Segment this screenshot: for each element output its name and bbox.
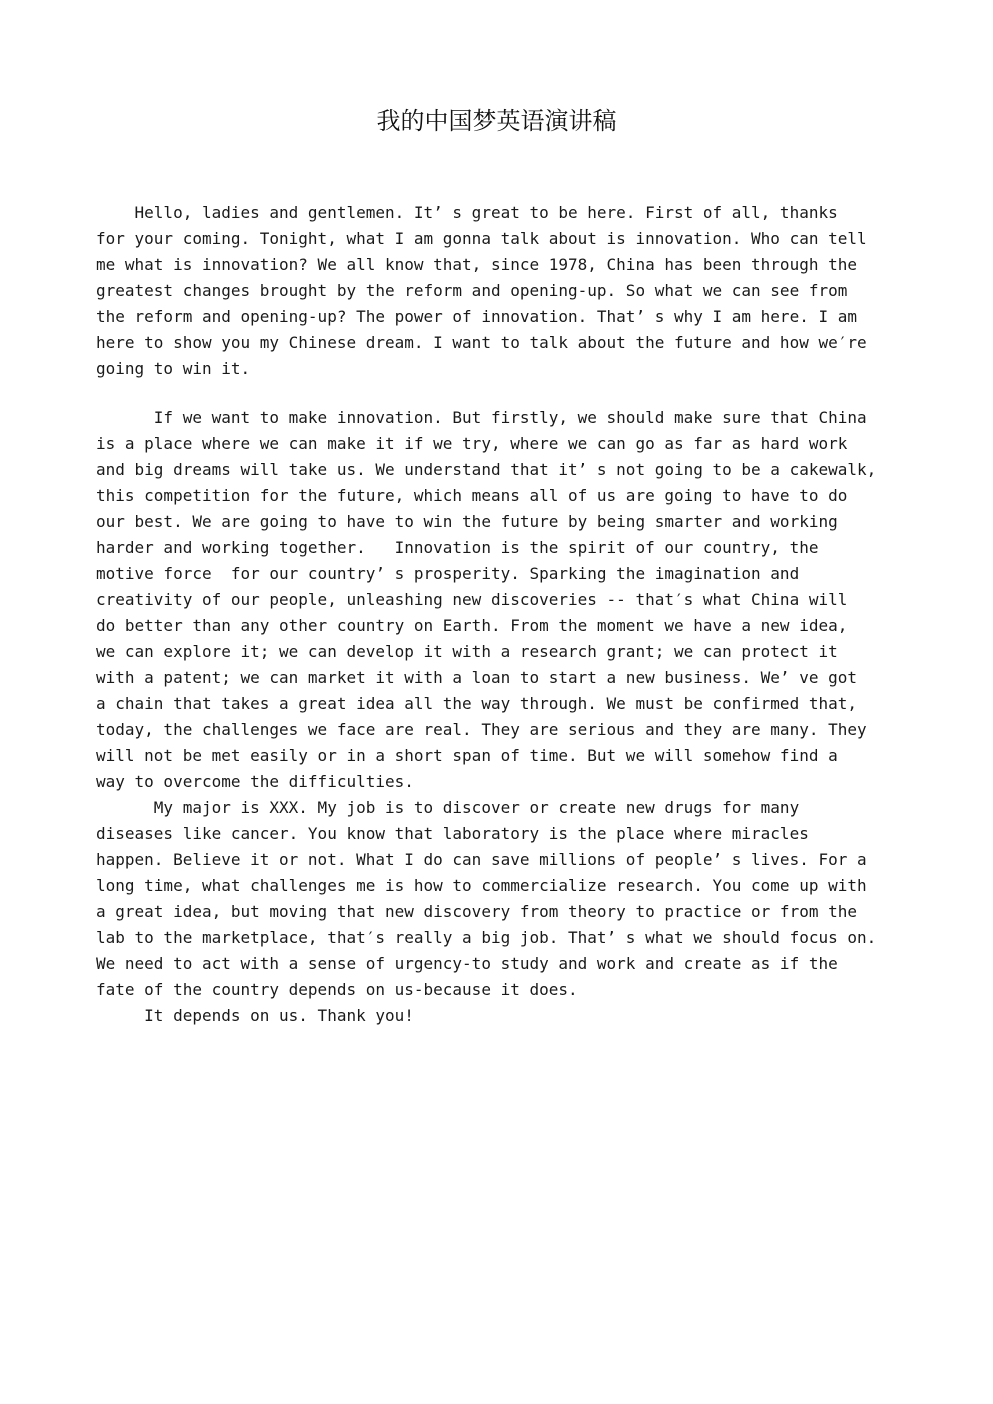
text-line: here to show you my Chinese dream. I want to talk about the future and how we′re bbox=[96, 333, 867, 352]
document-title: 我的中国梦英语演讲稿 bbox=[376, 107, 617, 135]
text-line: motive force for our country’ s prosperity. Sparking the imagination and bbox=[96, 564, 800, 583]
text-line: harder and working together. Innovation is the spirit of our country, the bbox=[96, 538, 819, 557]
paragraph-closing bbox=[96, 1003, 906, 1029]
text-line: this competition for the future, which means all of us are going to have to do bbox=[96, 486, 848, 505]
text-line: a chain that takes a great idea all the way through. We must be confirmed that, bbox=[96, 694, 857, 713]
text-line: way to overcome the difficulties. bbox=[96, 772, 414, 791]
text-line: the reform and opening-up? The power of innovation. That’ s why I am here. I am bbox=[96, 307, 857, 326]
text-line: going to win it. bbox=[96, 359, 251, 378]
text-line: do better than any other country on Earth. From the moment we have a new idea, bbox=[96, 616, 848, 635]
text-line: for your coming. Tonight, what I am gonna talk about is innovation. Who can tell bbox=[96, 229, 867, 248]
text-line: today, the challenges we face are real. They are serious and they are many. They bbox=[96, 720, 867, 739]
text-line: creativity of our people, unleashing new discoveries -- that′s what China will bbox=[96, 590, 848, 609]
text-line: a great idea, but moving that new discovery from theory to practice or from the bbox=[96, 902, 857, 921]
text-line: Hello, ladies and gentlemen. It’ s great to be here. First of all, thanks bbox=[96, 203, 838, 222]
text-line: It depends on us. Thank you! bbox=[96, 1006, 414, 1025]
text-line: happen. Believe it or not. What I do can save millions of people’ s lives. For a bbox=[96, 850, 867, 869]
text-line: We need to act with a sense of urgency-to study and work and create as if the bbox=[96, 954, 838, 973]
text-line: our best. We are going to have to win the future by being smarter and working bbox=[96, 512, 838, 531]
paragraph-intro bbox=[96, 200, 906, 382]
text-line: we can explore it; we can develop it with a research grant; we can protect it bbox=[96, 642, 838, 661]
text-line: My major is XXX. My job is to discover or create new drugs for many bbox=[96, 798, 800, 817]
text-line: lab to the marketplace, that′s really a big job. That’ s what we should focus on. bbox=[96, 928, 877, 947]
paragraph-gap bbox=[96, 382, 906, 405]
paragraph-innovation bbox=[96, 405, 906, 795]
text-line: will not be met easily or in a short span of time. But we will somehow find a bbox=[96, 746, 838, 765]
paragraph-major bbox=[96, 795, 906, 1003]
text-line: me what is innovation? We all know that, since 1978, China has been through the bbox=[96, 255, 857, 274]
text-line: and big dreams will take us. We understand that it’ s not going to be a cakewalk, bbox=[96, 460, 877, 479]
speech-body bbox=[96, 200, 906, 1029]
text-line: fate of the country depends on us-because it does. bbox=[96, 980, 578, 999]
text-line: with a patent; we can market it with a loan to start a new business. We’ ve got bbox=[96, 668, 857, 687]
text-line: long time, what challenges me is how to commercialize research. You come up with bbox=[96, 876, 867, 895]
text-line: diseases like cancer. You know that laboratory is the place where miracles bbox=[96, 824, 809, 843]
text-line: greatest changes brought by the reform and opening-up. So what we can see from bbox=[96, 281, 848, 300]
text-line: is a place where we can make it if we try, where we can go as far as hard work bbox=[96, 434, 848, 453]
text-line: If we want to make innovation. But firstly, we should make sure that China bbox=[96, 408, 867, 427]
